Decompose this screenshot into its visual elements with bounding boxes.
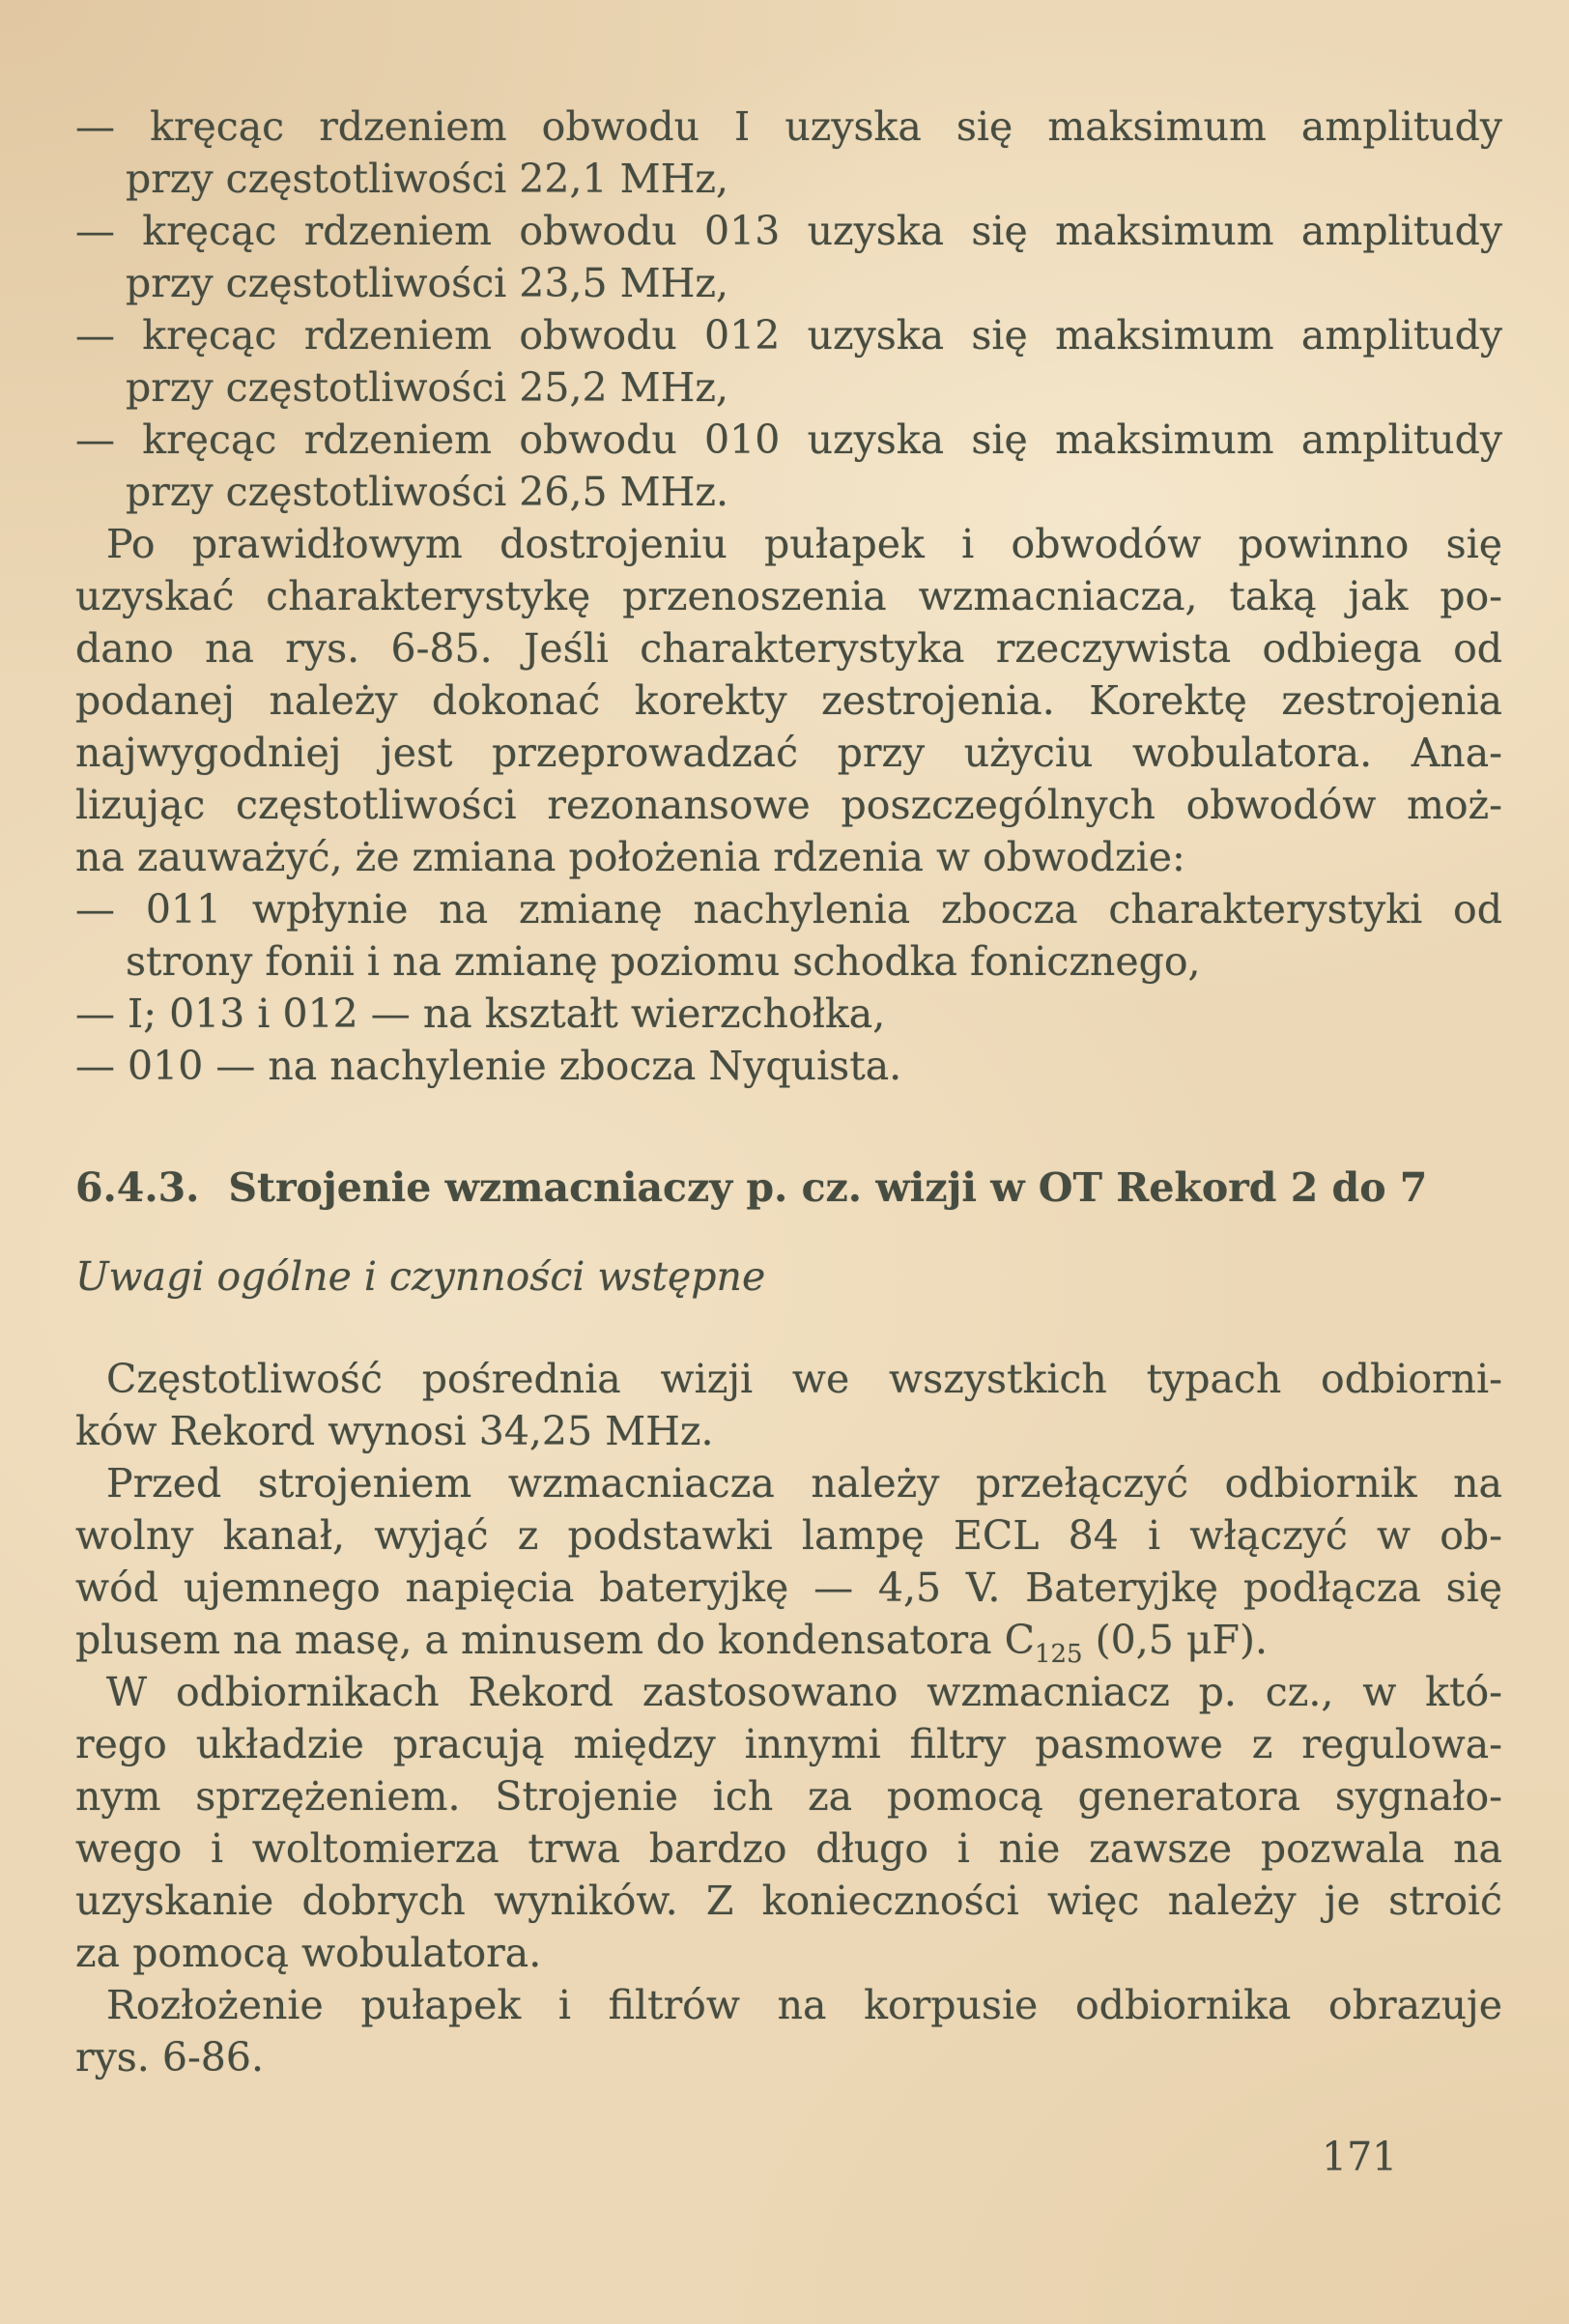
text-line: na zauważyć, że zmiana położenia rdzenia w obwodzie: — [75, 834, 1185, 880]
text-line: Częstotliwość pośrednia wizji we wszystkich typach odbiorni- — [106, 1356, 1502, 1402]
text-line: uzyskanie dobrych wyników. Z konieczności więc należy je stroić — [75, 1878, 1502, 1924]
section-heading — [75, 1162, 1502, 1214]
capacitor-text-post: (0,5 μF). — [1082, 1617, 1268, 1663]
paragraph-preparation — [75, 1457, 1502, 1670]
subheading: Uwagi ogólne i czynności wstępne — [75, 1253, 766, 1300]
list-item-line: — 010 — na nachylenie zbocza Nyquista. — [75, 1043, 902, 1089]
core-effect-list — [75, 883, 1502, 1092]
text-line: uzyskać charakterystykę przenoszenia wzmacniacza, taką jak po- — [75, 573, 1502, 619]
text-line: wego i woltomierza trwa bardzo długo i nie zawsze pozwala na — [75, 1825, 1502, 1872]
text-line: za pomocą wobulatora. — [75, 1930, 542, 1976]
text-line: W odbiornikach Rekord zastosowano wzmacniacz p. cz., w któ- — [106, 1669, 1502, 1715]
text-line: rys. 6-86. — [75, 2034, 265, 2080]
page-number: 171 — [1322, 2134, 1398, 2180]
section-number: 6.4.3. — [75, 1164, 200, 1211]
list-item-continuation: przy częstotliwości 26,5 MHz. — [126, 469, 728, 515]
paragraph-alignment — [75, 518, 1502, 883]
text-line: ków Rekord wynosi 34,25 MHz. — [75, 1408, 714, 1454]
text-line: rego układzie pracują między innymi filtry pasmowe z regulowa- — [75, 1721, 1502, 1767]
text-line: Po prawidłowym dostrojeniu pułapek i obwodów powinno się — [106, 521, 1502, 567]
paragraph-amplifier — [75, 1666, 1502, 1979]
text-line: najwygodniej jest przeprowadzać przy użyciu wobulatora. Ana- — [75, 730, 1502, 776]
list-item-line: — kręcąc rdzeniem obwodu 013 uzyska się maksimum amplitudy — [75, 208, 1502, 254]
section-title: Strojenie wzmacniaczy p. cz. wizji w OT Rekord 2 do 7 — [228, 1164, 1428, 1211]
list-item-line: — kręcąc rdzeniem obwodu I uzyska się maksimum amplitudy — [75, 103, 1502, 150]
text-line: Rozłożenie pułapek i filtrów na korpusie odbiornika obrazuje — [106, 1982, 1502, 2028]
text-line: dano na rys. 6-85. Jeśli charakterystyka rzeczywista odbiega od — [75, 625, 1502, 672]
list-item-line: — kręcąc rdzeniem obwodu 010 uzyska się maksimum amplitudy — [75, 416, 1502, 463]
text-line: Przed strojeniem wzmacniacza należy przełączyć odbiornik na — [106, 1460, 1502, 1506]
list-item-line: — I; 013 i 012 — na kształt wierzchołka, — [75, 990, 886, 1037]
capacitor-subscript: 125 — [1034, 1640, 1083, 1670]
paragraph-intro — [75, 1353, 1502, 1457]
text-block — [75, 100, 1502, 2083]
capacitor-text-pre: plusem na masę, a minusem do kondensatora C — [75, 1617, 1035, 1663]
paragraph-figure — [75, 1979, 1502, 2083]
list-item-continuation: strony fonii i na zmianę poziomu schodka fonicznego, — [126, 938, 1201, 985]
list-item-line: — 011 wpłynie na zmianę nachylenia zbocza charakterystyki od — [75, 886, 1502, 932]
tuning-list — [75, 100, 1502, 518]
list-item-continuation: przy częstotliwości 25,2 MHz, — [126, 364, 728, 411]
text-line: podanej należy dokonać korekty zestrojenia. Korektę zestrojenia — [75, 677, 1502, 724]
text-line: wolny kanał, wyjąć z podstawki lampę ECL 84 i włączyć w ob- — [75, 1512, 1502, 1559]
text-line-capacitor — [75, 1614, 1502, 1670]
text-line: nym sprzężeniem. Strojenie ich za pomocą generatora sygnało- — [75, 1773, 1502, 1820]
list-item-continuation: przy częstotliwości 22,1 MHz, — [126, 156, 728, 202]
list-item-line: — kręcąc rdzeniem obwodu 012 uzyska się maksimum amplitudy — [75, 312, 1502, 359]
text-line: wód ujemnego napięcia bateryjkę — 4,5 V. Bateryjkę podłącza się — [75, 1564, 1502, 1611]
list-item-continuation: przy częstotliwości 23,5 MHz, — [126, 260, 728, 306]
text-line: lizując częstotliwości rezonansowe poszczególnych obwodów moż- — [75, 782, 1502, 828]
